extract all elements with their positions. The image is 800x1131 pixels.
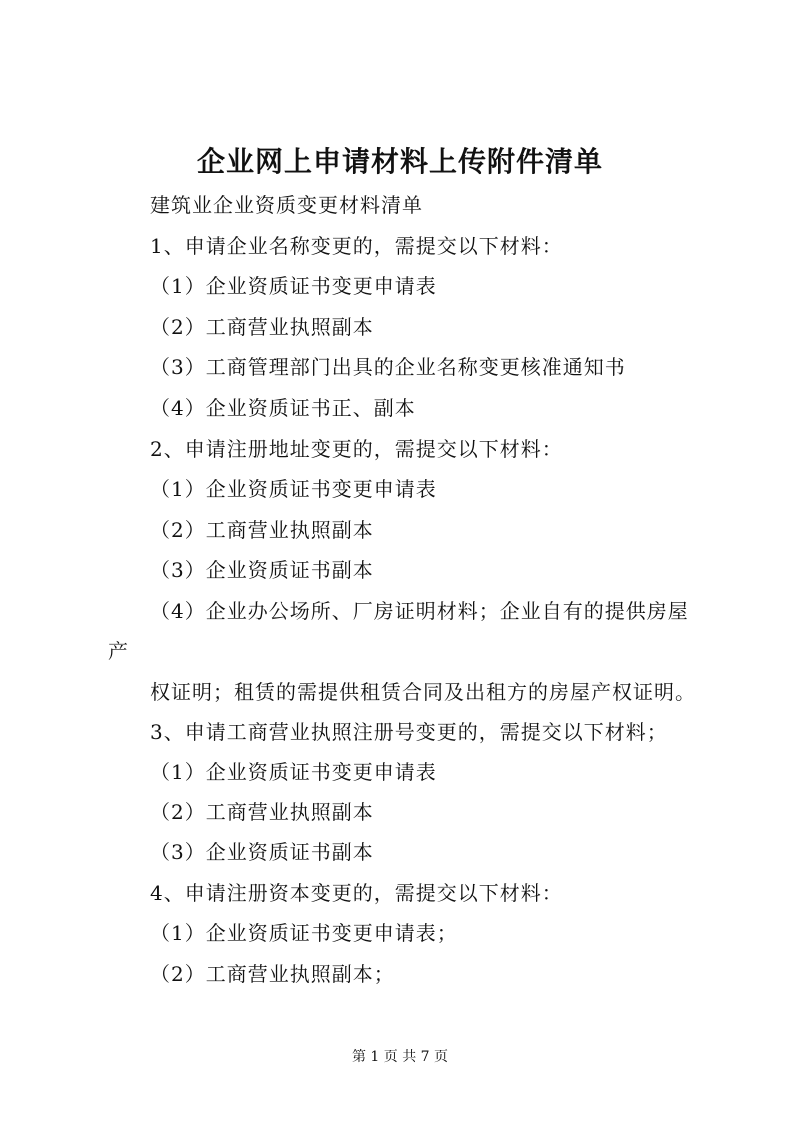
list-item-continuation: 权证明；租赁的需提供租赁合同及出租方的房屋产权证明。 — [150, 680, 696, 704]
list-item: （1）企业资质证书变更申请表 — [150, 760, 437, 784]
requirement-heading-3: 3、申请工商营业执照注册号变更的，需提交以下材料； — [150, 720, 668, 744]
list-item: （3）企业资质证书副本 — [150, 558, 374, 582]
list-item: （2）工商营业执照副本 — [150, 315, 374, 339]
list-item: （2）工商营业执照副本； — [150, 962, 395, 986]
requirement-heading-4: 4、申请注册资本变更的，需提交以下材料： — [150, 881, 563, 905]
list-item: （1）企业资质证书变更申请表； — [150, 921, 458, 945]
list-item-wrap: 产 — [108, 639, 129, 663]
list-item: （4）企业办公场所、厂房证明材料；企业自有的提供房屋 — [150, 599, 689, 623]
requirement-heading-1: 1、申请企业名称变更的，需提交以下材料： — [150, 234, 563, 258]
list-item: （2）工商营业执照副本 — [150, 518, 374, 542]
list-item: （3）工商管理部门出具的企业名称变更核准通知书 — [150, 355, 626, 379]
list-item: （3）企业资质证书副本 — [150, 840, 374, 864]
list-item: （4）企业资质证书正、副本 — [150, 396, 416, 420]
page-title: 企业网上申请材料上传附件清单 — [196, 145, 603, 178]
list-item: （1）企业资质证书变更申请表 — [150, 477, 437, 501]
list-item: （1）企业资质证书变更申请表 — [150, 274, 437, 298]
list-item: （2）工商营业执照副本 — [150, 800, 374, 824]
page-indicator: 第 1 页 共 7 页 — [351, 1049, 449, 1065]
requirement-heading-2: 2、申请注册地址变更的，需提交以下材料： — [150, 437, 563, 461]
section-heading: 建筑业企业资质变更材料清单 — [150, 193, 423, 217]
